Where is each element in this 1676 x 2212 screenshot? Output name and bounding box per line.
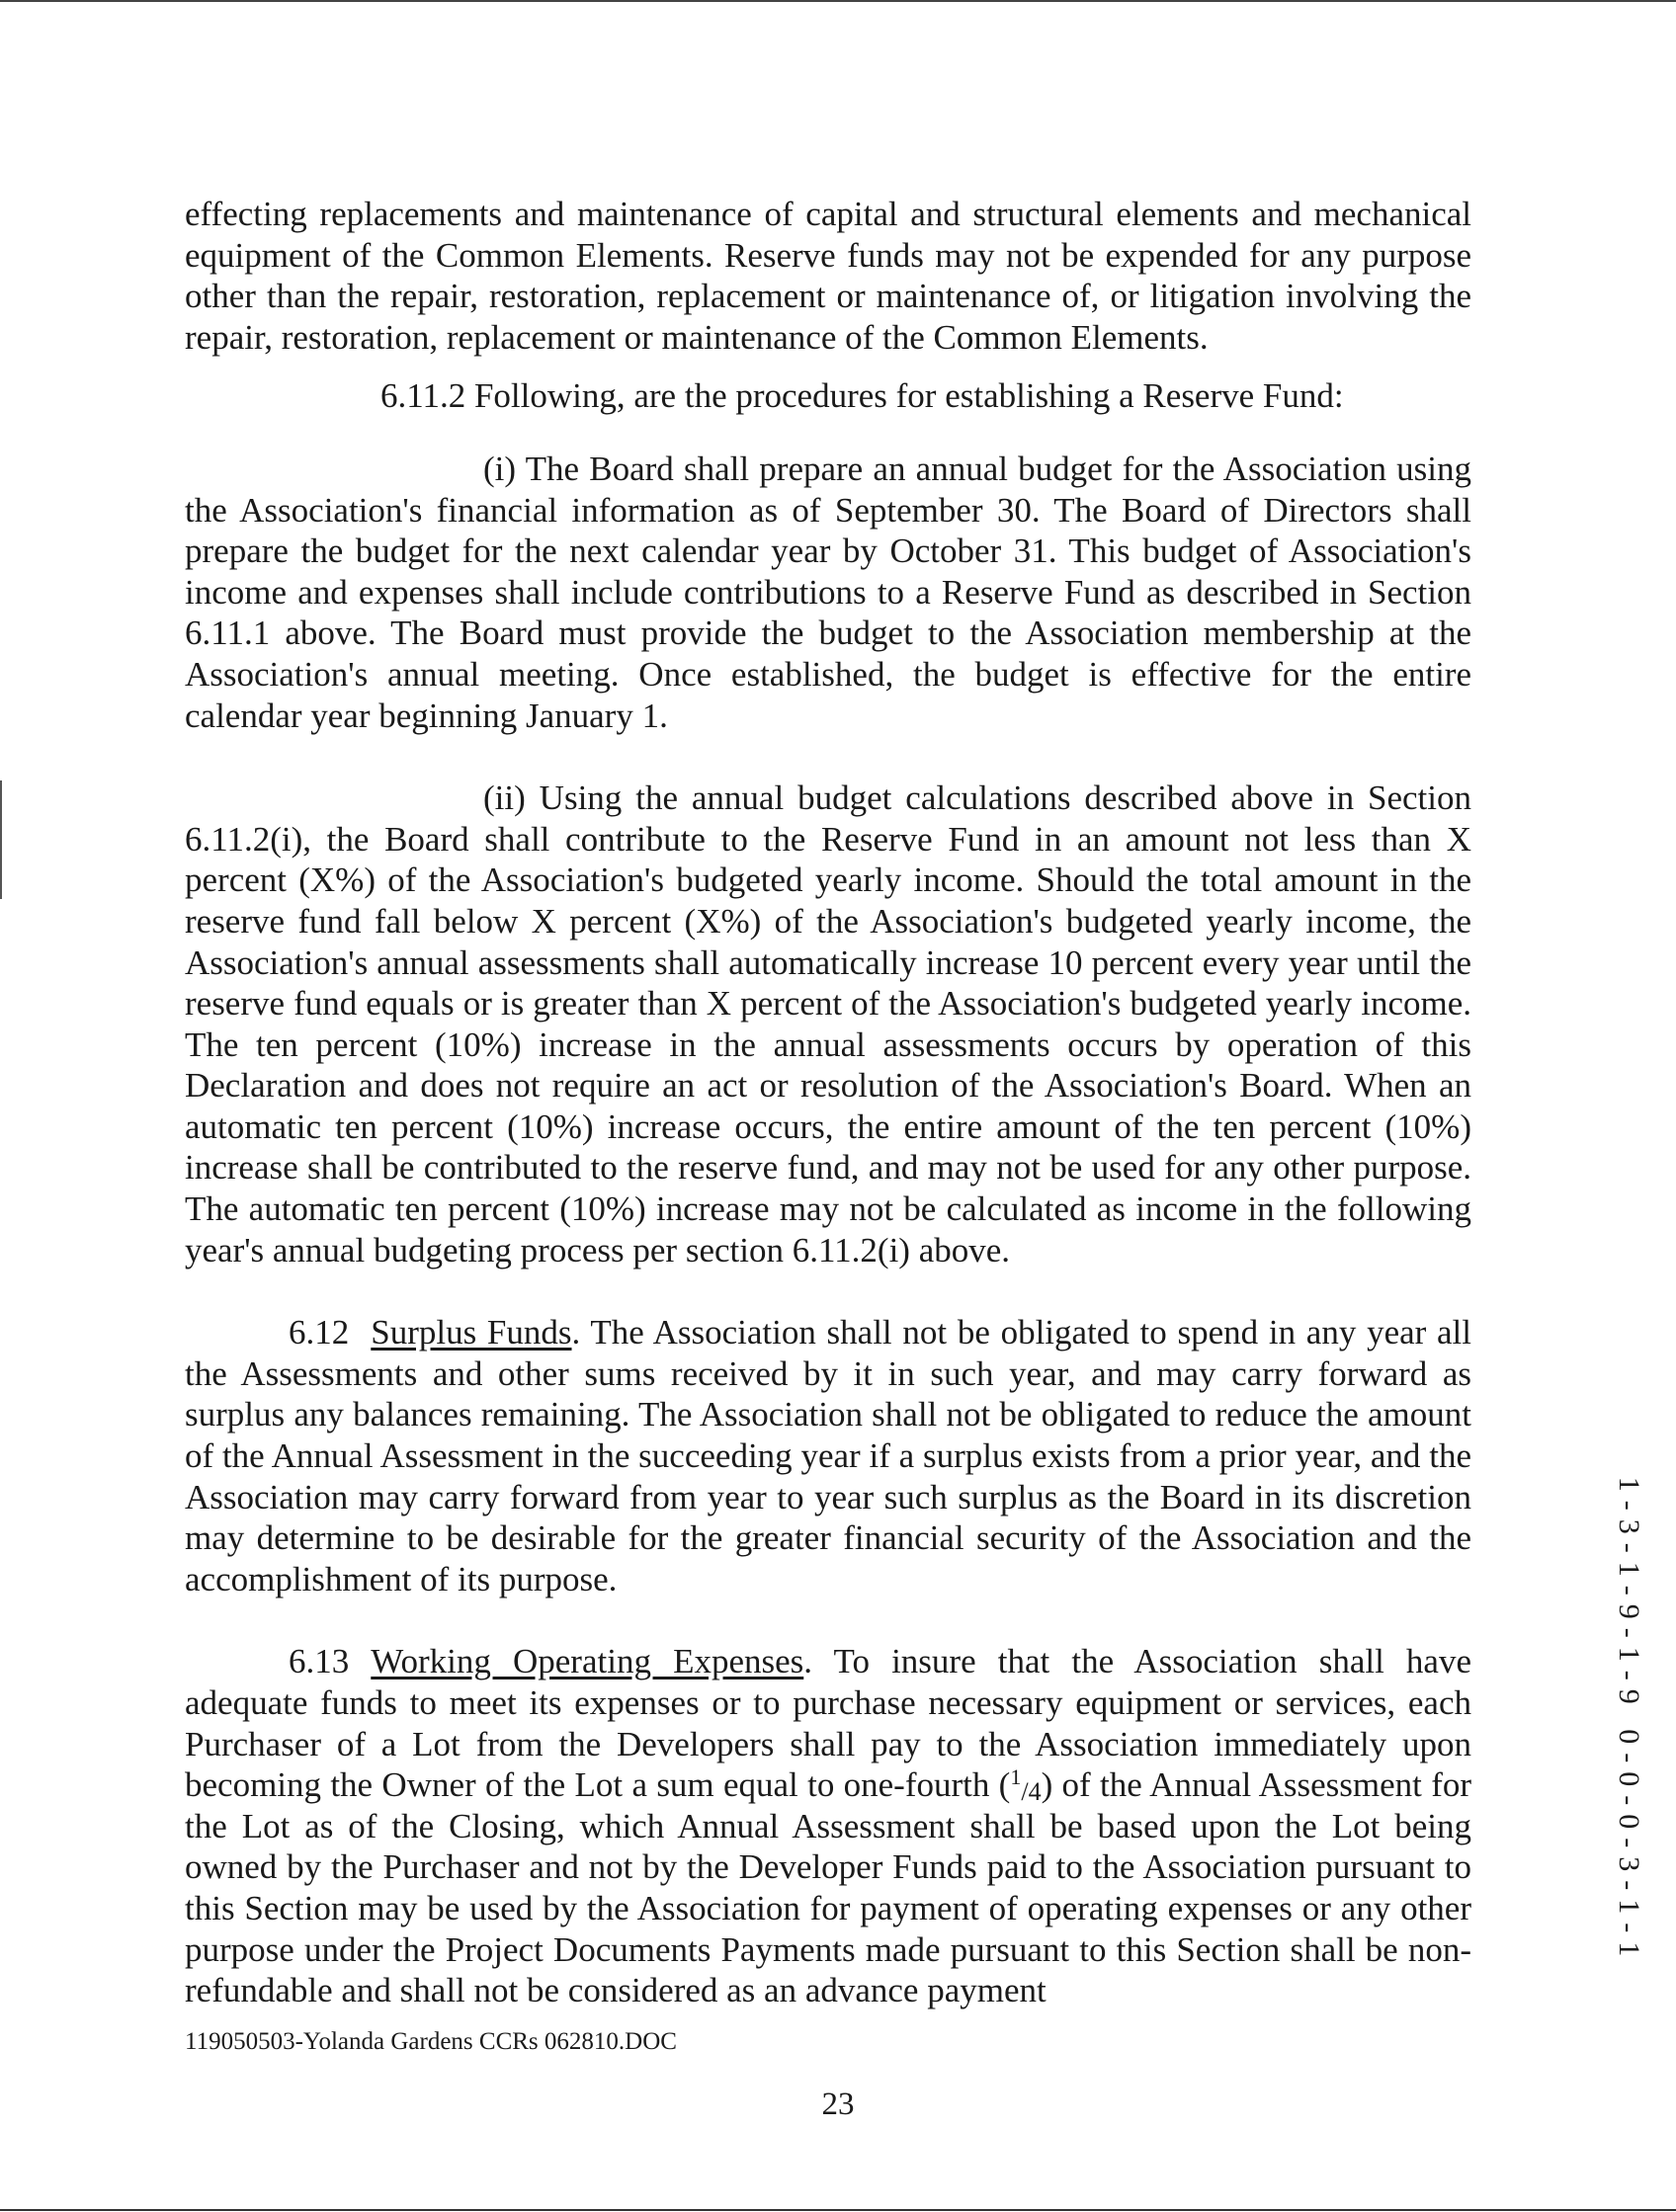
section-body: . The Association shall not be obligated to spend in any year all the Assessments and other sums received by it in such year, and may carry forward as surplus any balances remaining. The Association shall not be obligated to reduce the amount of the Annual Assessment in the succeeding year if a surplus exists from a prior year, and the Association may carry forward from year to year such surplus as the Board in its discretion may determine to be desirable for the greater financial security of the Association and the accomplishment of its purpose.: [185, 1313, 1471, 1598]
recording-stamp: [1609, 1476, 1648, 1966]
scan-border-top: [0, 0, 1676, 2]
recording-stamp-number: 1-3-1-9-1-9 0-0-0-3-1-1: [1613, 1476, 1645, 1966]
paragraph-6-11-2-intro: 6.11.2 Following, are the procedures for establishing a Reserve Fund:: [380, 376, 1344, 416]
scan-border-left-mark: [0, 780, 2, 899]
section-heading: Working Operating Expenses: [371, 1642, 804, 1681]
section-body-part-1: . To insure that the Association shall have adequate funds to meet its expenses or to purchase necessary equipment or services, each Purchaser of a Lot from the Developers shall pay to the Association immediately upon becoming the Owner of the Lot a sum equal to one-fourth (: [185, 1642, 1471, 1805]
document-body: [185, 194, 1471, 2011]
page-number: 23: [821, 2087, 855, 2122]
paragraph-6-11-2-i: (i) The Board shall prepare an annual budget for the Association using the Association's financial information as of September 30. The Board of Directors shall prepare the budget for the next calendar year by October 31. This budget of Association's income and expenses shall include contributions to a Reserve Fund as described in Section 6.11.1 above. The Board must provide the budget to the Association membership at the Association's annual meeting. Once established, the budget is effective for the entire calendar year beginning January 1.: [185, 449, 1471, 735]
section-6-13-working-operating-expenses: [185, 1641, 1471, 2010]
fraction-numerator: 1: [1010, 1764, 1022, 1790]
paragraph-6-11-2-ii: (ii) Using the annual budget calculations described above in Section 6.11.2(i), the Board shall contribute to the Reserve Fund in an amount not less than X percent (X%) of the Association's budgeted yearly income. Should the total amount in the reserve fund fall below X percent (X%) of the Association's budgeted yearly income, the Association's annual assessments shall automatically increase 10 percent every year until the reserve fund equals or is greater than X percent of the Association's budgeted yearly income. The ten percent (10%) increase in the annual assessments occurs by operation of this Declaration and does not require an act or resolution of the Association's Board. When an automatic ten percent (10%) increase occurs, the entire amount of the ten percent (10%) increase shall be contributed to the reserve fund, and may not be used for any other purpose. The automatic ten percent (10%) increase may not be calculated as income in the following year's annual budgeting process per section 6.11.2(i) above.: [185, 778, 1471, 1270]
document-filename: 119050503-Yolanda Gardens CCRs 062810.DOC: [185, 2028, 677, 2055]
section-number: 6.13: [289, 1642, 350, 1681]
fraction-denominator: /4: [1021, 1777, 1042, 1807]
scan-border-bottom: [0, 2209, 1676, 2211]
section-heading: Surplus Funds: [371, 1313, 572, 1352]
section-number: 6.12: [289, 1313, 350, 1352]
paragraph-reserve-fund-continuation: effecting replacements and maintenance of capital and structural elements and mechanical equipment of the Common Elements. Reserve funds may not be expended for any purpose other than the repair, restoration, replacement or maintenance of, or litigation involving the repair, restoration, replacement or maintenance of the Common Elements.: [185, 195, 1471, 357]
section-6-12-surplus-funds: [185, 1312, 1471, 1599]
section-body-part-2: ) of the Annual Assessment for the Lot as of the Closing, which Annual Assessment shall be based upon the Lot being owned by the Purchaser and not by the Developer Funds paid to the Association pursuant to this Section may be used by the Association for payment of operating expenses or any other purpose under the Project Documents Payments made pursuant to this Section shall be non-refundable and shall not be considered as an advance payment: [185, 1765, 1472, 2010]
